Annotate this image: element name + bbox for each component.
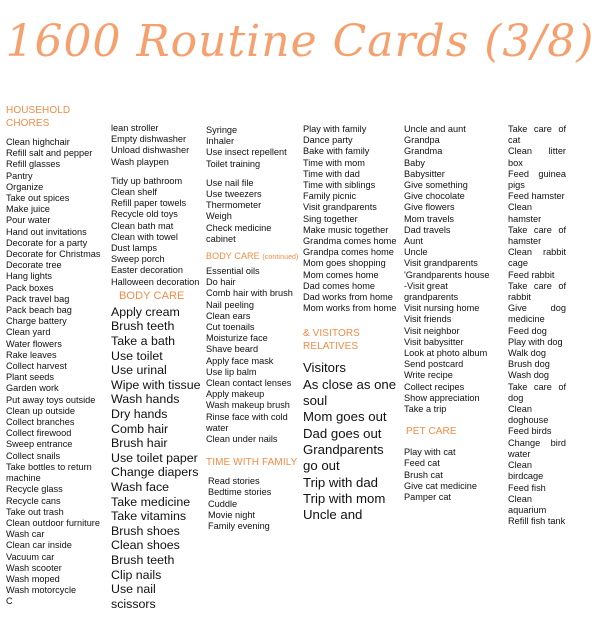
list-item: Inhaler (206, 136, 235, 147)
list-item: Clean doghouse (508, 404, 549, 426)
list-item: Decorate for Christmas (6, 249, 101, 260)
list-item: Wash makeup brush (206, 400, 290, 411)
list-item: Clean shelf (111, 187, 157, 198)
list-item: Wash motorcycle (6, 585, 77, 596)
list-item: Comb hair with brush (206, 288, 293, 299)
list-item: Empty dishwasher (111, 134, 187, 145)
list-item: Feed hamster (508, 191, 565, 202)
list-item: Dad goes out (303, 425, 382, 441)
list-item: Grandparents go out (303, 441, 384, 474)
list-item: Visit grandparents (404, 258, 478, 269)
list-item: Take out trash (6, 506, 64, 517)
list-item: 'Grandparents house (404, 269, 490, 280)
section-heading-household-chores: HOUSEHOLD CHORES (6, 105, 71, 129)
list-item: Decorate tree (6, 260, 62, 271)
list-item: Easter decoration (111, 265, 184, 276)
section-heading-visitors-relatives: & VISITORS RELATIVES (303, 328, 360, 353)
pet-care-list (404, 447, 502, 503)
list-item: Collect recipes (404, 381, 465, 392)
list-item: Nail peeling (206, 299, 255, 310)
list-item: Clean aquarium (508, 493, 547, 515)
list-item: Send postcard (404, 359, 464, 370)
list-item: Make music together (303, 224, 389, 235)
list-item: Bedtime stories (208, 487, 272, 498)
list-item: Pamper cat (404, 492, 451, 503)
list-item: Do hair (206, 277, 236, 288)
list-item: Clean birdcage (508, 460, 544, 482)
list-item: Dad works from home (303, 292, 393, 303)
list-item: Clean bath mat (111, 220, 174, 231)
list-item: Decorate for a party (6, 237, 88, 248)
list-item: Feed rabbit (508, 269, 555, 280)
list-item: Grandpa comes home (303, 247, 394, 258)
list-item: Clean with towel (111, 231, 178, 242)
list-item: Baby (404, 157, 425, 168)
body-care-continued-title: BODY CARE (206, 251, 260, 262)
list-item: Wash playpen (111, 156, 169, 167)
list-item: Charge battery (6, 316, 67, 327)
list-item: Write recipe (404, 370, 453, 381)
list-item: Take care of hamster (508, 224, 566, 247)
list-item: Clean outdoor furniture (6, 517, 100, 528)
list-item: Collect firewood (6, 428, 72, 439)
list-item: Clean highchair (6, 137, 70, 147)
list-item: Visit nursing home (404, 303, 480, 314)
list-item: Take care of cat (508, 124, 566, 146)
list-item: Clean contact lenses (206, 378, 292, 389)
list-item: Pack travel bag (6, 293, 70, 304)
list-item: Family evening (208, 521, 270, 532)
list-item: Tidy up bathroom (111, 175, 183, 186)
list-item: Clean under nails (206, 434, 278, 445)
time-with-family-list (206, 476, 300, 532)
list-item: Show appreciation (404, 392, 480, 403)
list-item: Mom goes out (303, 409, 387, 425)
body-care-continued-list (206, 266, 300, 445)
list-item: Wash moped (6, 573, 60, 584)
list-item: Shave beard (206, 344, 259, 355)
list-item: Use nail file (206, 177, 254, 188)
list-item: -Visit great grandparents (404, 280, 459, 303)
list-item: Visit grandparents (303, 202, 377, 213)
list-item: Toilet training (206, 158, 261, 169)
list-item: Brush dog (508, 359, 550, 370)
section-heading-body-care: BODY CARE (119, 289, 185, 302)
list-item: Sweep entrance (6, 439, 73, 450)
list-item: Visit friends (404, 314, 452, 325)
list-item: Feed fish (508, 482, 546, 493)
list-item: Play with dog (508, 336, 563, 347)
list-item: Recycle old toys (111, 209, 178, 220)
list-item: Mom works from home (303, 303, 397, 314)
list-item: Use insect repellent (206, 147, 287, 158)
list-item: Comb hair (111, 421, 169, 436)
list-item: Look at photo album (404, 348, 488, 359)
list-item: Recycle glass (6, 484, 63, 495)
column-2 (111, 123, 203, 619)
list-item: Take vitamins (111, 509, 187, 524)
list-item: Pantry (6, 170, 33, 181)
list-item: Use tweezers (206, 189, 262, 200)
list-item: Thermometer (206, 200, 262, 211)
list-item: Trip with mom (303, 490, 386, 506)
list-item: Play with family (303, 124, 367, 134)
list-item: As close as one soul (303, 376, 397, 409)
list-item: Recycle cans (6, 495, 61, 506)
list-item: Syringe (206, 125, 238, 135)
list-item: Visit neighbor (404, 325, 460, 336)
list-item: Rinse face with cold water (206, 411, 288, 433)
column-5 (404, 124, 502, 620)
list-item: Hand out invitations (6, 226, 87, 237)
list-item: Change bird water (508, 437, 566, 459)
list-item: Clean car inside (6, 540, 72, 551)
list-item: Apply face mask (206, 355, 274, 366)
list-item: Refill glasses (6, 159, 61, 170)
list-item: Give dog medicine (508, 303, 566, 325)
list-item: Grandma (404, 146, 443, 157)
list-item: Give chocolate (404, 191, 465, 202)
list-item: Unload dishwasher (111, 145, 190, 156)
list-item: Refill fish tank (508, 516, 566, 527)
body-care-tools-list (206, 178, 300, 245)
list-item: Dad travels (404, 224, 451, 235)
continued-label: (continued) (262, 254, 299, 262)
list-item: Take care of rabbit (508, 280, 566, 303)
list-item: Take care of dog (508, 381, 566, 403)
list-item: Use nail scissors (111, 582, 156, 611)
chores-list-continued (111, 123, 203, 168)
section-heading-pet-care: PET CARE (406, 426, 457, 438)
list-item: Clean shoes (111, 538, 180, 553)
column-household-chores (6, 104, 106, 607)
page-title: 1600 Routine Cards (3/8) (5, 16, 595, 67)
list-item: Organize (6, 181, 44, 192)
list-item: Take a trip (404, 404, 447, 415)
list-item: Apply cream (111, 304, 180, 319)
list-item: Give cat medicine (404, 480, 478, 491)
list-item: Clean yard (6, 327, 51, 338)
list-item: Movie night (208, 509, 255, 520)
list-item: Babysitter (404, 168, 445, 179)
column-3 (206, 125, 300, 621)
list-item: Walk dog (508, 348, 546, 359)
list-item: Trip with dad (303, 474, 379, 490)
list-item: Dry hands (111, 407, 168, 421)
chores-list-more (111, 176, 203, 288)
list-item: Brush shoes (111, 523, 180, 538)
list-item: Time with mom (303, 157, 365, 168)
visitors-relatives-list (303, 360, 399, 523)
list-item: Give flowers (404, 202, 455, 213)
list-item: Weigh (206, 211, 232, 222)
list-item: Bake with family (303, 146, 370, 157)
list-item: Apply makeup (206, 389, 265, 400)
list-item: Give something (404, 180, 468, 191)
list-item: Uncle (404, 247, 428, 258)
list-item: Dance party (303, 135, 353, 146)
list-item: Use toilet (111, 348, 163, 363)
list-item: Collect branches (6, 417, 75, 428)
list-item: Feed guinea pigs (508, 168, 566, 191)
list-item: Clean hamster (508, 202, 542, 224)
list-item: Dad comes home (303, 280, 376, 291)
list-item: Brush cat (404, 469, 443, 480)
body-care-small-list (206, 125, 300, 170)
list-item: Clean up outside (6, 405, 75, 416)
list-item: Use urinal (111, 363, 167, 378)
list-item: Collect snails (6, 450, 61, 461)
list-item: Time with siblings (303, 180, 376, 191)
list-item: Garden work (6, 383, 59, 394)
body-care-list (111, 305, 203, 611)
list-item: Sing together (303, 213, 358, 224)
list-item: Visit babysitter (404, 336, 464, 347)
list-item: Pour water (6, 215, 51, 226)
list-item: Take medicine (111, 494, 191, 509)
list-item: Essential oils (206, 266, 260, 277)
list-item: Uncle and aunt (404, 124, 466, 134)
list-item: Clean rabbit cage (508, 247, 566, 269)
relatives-list (404, 124, 502, 415)
list-item: Rake leaves (6, 349, 57, 360)
list-item: Aunt (404, 236, 423, 247)
section-heading-time-with-family: TIME WITH FAMILY (206, 457, 298, 469)
list-item: Clip nails (111, 567, 162, 582)
list-item: Dust lamps (111, 243, 157, 254)
list-item: Plant seeds (6, 372, 55, 383)
list-item: Clean litter box (508, 146, 566, 168)
section-heading-body-care-continued (206, 250, 300, 264)
list-item: Brush hair (111, 436, 168, 451)
list-item: Refill salt and pepper (6, 148, 93, 159)
list-item: Check medicine cabinet (206, 222, 272, 244)
list-item: Grandma comes home (303, 236, 397, 247)
list-item: Feed dog (508, 325, 547, 336)
list-item: Read stories (208, 476, 260, 487)
list-item: Pack boxes (6, 282, 54, 293)
list-item: Refill paper towels (111, 198, 187, 209)
list-item: Cut toenails (206, 322, 255, 333)
list-item: Moisturize face (206, 333, 268, 344)
list-item: C (6, 596, 13, 607)
list-item: Pack beach bag (6, 305, 72, 316)
list-item: Take bottles to return machine (6, 461, 92, 484)
list-item: Take a bath (111, 334, 176, 349)
list-item: Hang lights (6, 271, 52, 282)
list-item: Wash face (111, 479, 170, 494)
list-item: Put away toys outside (6, 394, 96, 405)
column-6 (508, 124, 566, 620)
household-chores-list (6, 137, 106, 608)
list-item: Mom travels (404, 213, 455, 224)
list-item: Wash scooter (6, 562, 62, 573)
list-item: Use toilet paper (111, 450, 198, 465)
family-activities-list (303, 124, 399, 314)
list-item: Feed birds (508, 426, 552, 437)
column-4 (303, 124, 399, 620)
list-item: Mom goes shopping (303, 258, 386, 269)
list-item: Family picnic (303, 191, 357, 202)
list-item: lean stroller (111, 123, 159, 133)
list-item: Wash hands (111, 392, 180, 407)
list-item: Time with dad (303, 168, 360, 179)
list-item: Brush teeth (111, 552, 175, 567)
list-item: Wash car (6, 529, 45, 540)
pet-care-continued-list (508, 124, 566, 527)
list-item: Clean ears (206, 310, 251, 321)
list-item: Change diapers (111, 465, 199, 480)
list-item: Brush teeth (111, 319, 175, 334)
list-item: Collect harvest (6, 361, 67, 372)
list-item: Wash dog (508, 370, 550, 381)
list-item: Cuddle (208, 498, 238, 509)
list-item: Use lip balm (206, 366, 257, 377)
list-item: Feed cat (404, 458, 440, 469)
list-item: Grandpa (404, 135, 440, 146)
list-item: Make juice (6, 204, 50, 215)
list-item: Wipe with tissue (111, 377, 201, 392)
list-item: Take out spices (6, 193, 70, 204)
list-item: Halloween decoration (111, 276, 200, 287)
list-item: Play with cat (404, 447, 456, 458)
list-item: Uncle and (303, 507, 363, 523)
list-item: Water flowers (6, 338, 62, 349)
list-item: Mom comes home (303, 269, 379, 280)
list-item: Vacuum car (6, 551, 55, 562)
list-item: Visitors (303, 360, 346, 376)
list-item: Sweep porch (111, 254, 165, 265)
